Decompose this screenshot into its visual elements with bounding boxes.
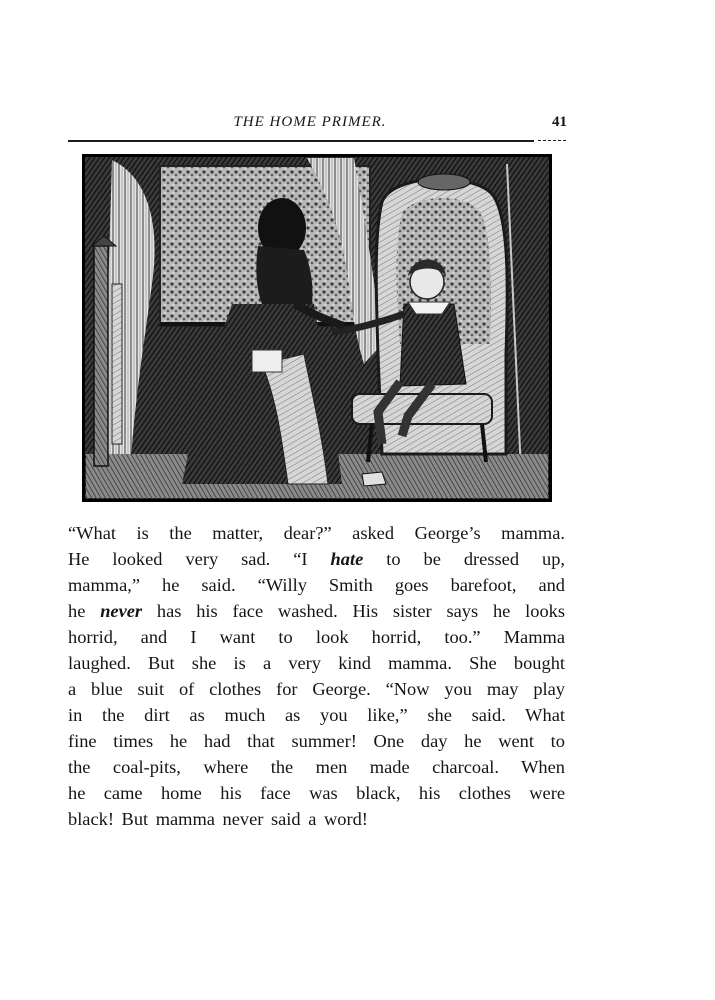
text-run: has his face washed. His sister says he looks bbox=[142, 601, 565, 621]
text-run: “What is the matter, dear?” asked George’s mamma. bbox=[68, 523, 565, 543]
text-run: fine times he had that summer! One day he went to bbox=[68, 731, 565, 751]
text-line bbox=[68, 546, 565, 572]
text-run: laughed. But she is a very kind mamma. She bought bbox=[68, 653, 565, 673]
emphasized-word: hate bbox=[330, 549, 364, 569]
text-run: the coal-pits, where the men made charcoal. When bbox=[68, 757, 565, 777]
text-line bbox=[68, 728, 565, 754]
text-line bbox=[68, 754, 565, 780]
text-run: to be dressed up, bbox=[363, 549, 565, 569]
text-line bbox=[68, 624, 565, 650]
text-line bbox=[68, 650, 565, 676]
text-line bbox=[68, 598, 565, 624]
text-line bbox=[68, 520, 565, 546]
header-rule-tail bbox=[538, 140, 566, 141]
text-run: horrid, and I want to look horrid, too.” Mamma bbox=[68, 627, 565, 647]
text-line bbox=[68, 572, 565, 598]
text-run: black! But mamma never said a word! bbox=[68, 809, 368, 829]
text-run: He looked very sad. “I bbox=[68, 549, 331, 569]
text-run: he bbox=[68, 601, 101, 621]
header-rule bbox=[68, 140, 534, 142]
engraving-illustration bbox=[82, 154, 552, 502]
text-line bbox=[68, 780, 565, 806]
text-line bbox=[68, 806, 565, 832]
text-line bbox=[68, 676, 565, 702]
emphasized-word: never bbox=[100, 601, 143, 621]
running-title: THE HOME PRIMER. bbox=[233, 114, 387, 130]
text-run: he came home his face was black, his clothes were bbox=[68, 783, 565, 803]
text-run: mamma,” he said. “Willy Smith goes barefoot, and bbox=[68, 575, 565, 595]
text-line bbox=[68, 702, 565, 728]
text-run: in the dirt as much as you like,” she said. What bbox=[68, 705, 565, 725]
text-run: a blue suit of clothes for George. “Now you may play bbox=[68, 679, 565, 699]
story-text bbox=[68, 520, 565, 832]
page-number: 41 bbox=[552, 114, 567, 130]
